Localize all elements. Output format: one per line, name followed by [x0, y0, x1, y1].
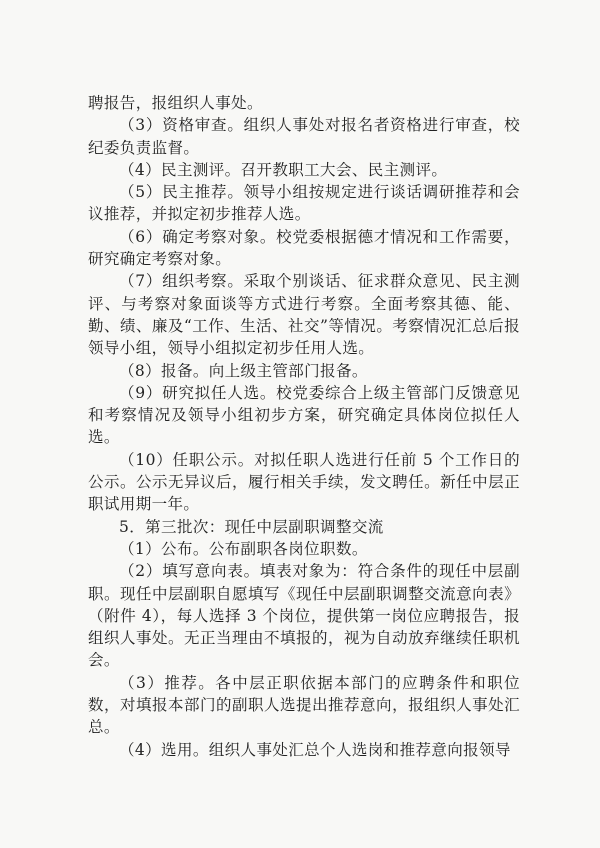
section-heading: 5．第三批次：现任中层副职调整交流	[119, 517, 384, 536]
paragraph: （7）组织考察。采取个别谈话、征求群众意见、民主测评、与考察对象面谈等方式进行考察。全面考察其德、能、勤、绩、廉及“工作、生活、社交”等情况。考察情况汇总后报领导小组，领导小组拟定初步任用人选。	[88, 272, 520, 358]
paragraph: （2）填写意向表。填表对象为：符合条件的现任中层副职。现任中层副职自愿填写《现任中层副职调整交流意向表》（附件 4），每人选择 3 个岗位，提供第一岗位应聘报告，报组织人事处。无正当理由不填报的，视为自动放弃继续任职机会。	[88, 562, 520, 670]
document-body	[88, 92, 520, 761]
paragraph: （1）公布。公布副职各岗位职数。	[119, 539, 368, 558]
paragraph: （5）民主推荐。领导小组按规定进行谈话调研推荐和会议推荐，并拟定初步推荐人选。	[88, 183, 520, 224]
paragraph: （4）民主测评。召开教职工大会、民主测评。	[119, 160, 448, 179]
paragraph: （6）确定考察对象。校党委根据德才情况和工作需要，研究确定考察对象。	[88, 227, 520, 269]
paragraph: （10）任职公示。对拟任职人选进行任前 5 个工作日的公示。公示无异议后，履行相关手续，发文聘任。新任中层正职试用期一年。	[88, 450, 520, 514]
paragraph: （8）报备。向上级主管部门报备。	[119, 361, 368, 380]
paragraph: （4）选用。组织人事处汇总个人选岗和推荐意向报领导	[119, 740, 511, 759]
paragraph: （3）推荐。各中层正职依据本部门的应聘条件和职位数，对填报本部门的副职人选提出推荐意向，报组织人事处汇总。	[88, 673, 520, 737]
paragraph: 聘报告，报组织人事处。	[88, 94, 263, 112]
paragraph: （3）资格审查。组织人事处对报名者资格进行审查，校纪委负责监督。	[88, 116, 520, 157]
paragraph: （9）研究拟任人选。校党委综合上级主管部门反馈意见和考察情况及领导小组初步方案，研究确定具体岗位拟任人选。	[88, 383, 520, 447]
